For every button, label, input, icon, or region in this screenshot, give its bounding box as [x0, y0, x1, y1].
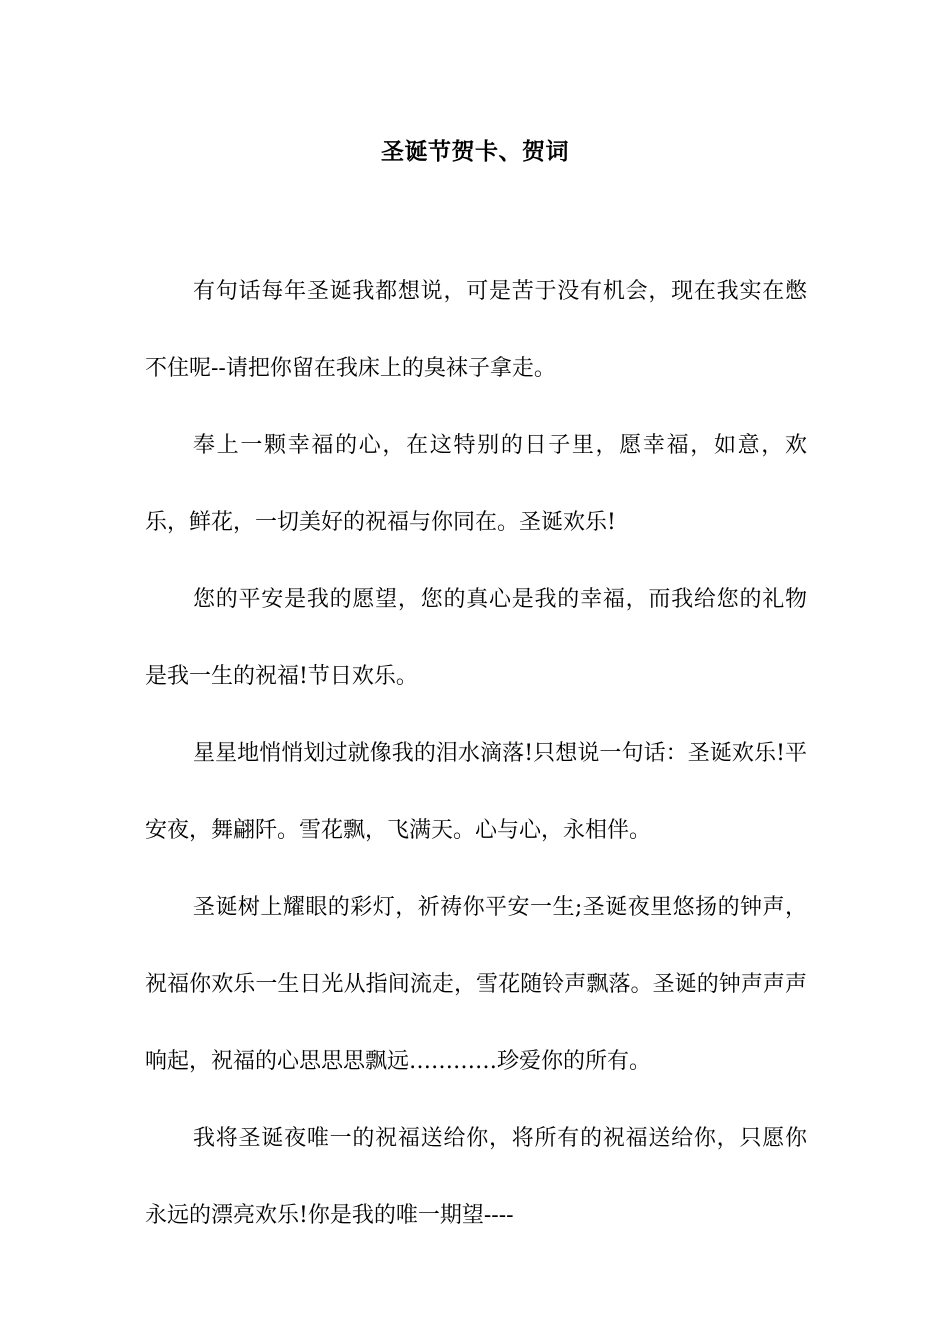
paragraph-4: 星星地悄悄划过就像我的泪水滴落!只想说一句话：圣诞欢乐!平安夜，舞翩阡。雪花飘，飞满天。心与心，永相伴。: [145, 741, 807, 843]
paragraph-5: 圣诞树上耀眼的彩灯，祈祷你平安一生;圣诞夜里悠扬的钟声，祝福你欢乐一生日光从指间流走，雪花随铃声飘落。圣诞的钟声声声响起，祝福的心思思思飘远…………珍爱你的所有。: [145, 895, 807, 1074]
document-title: 圣诞节贺卡、贺词: [381, 138, 569, 165]
paragraph-1: 有句话每年圣诞我都想说，可是苦于没有机会，现在我实在憋不住呢--请把你留在我床上的臭袜子拿走。: [145, 279, 807, 381]
paragraph-3: 您的平安是我的愿望，您的真心是我的幸福，而我给您的礼物是我一生的祝福!节日欢乐。: [145, 587, 807, 689]
paragraph-6: 我将圣诞夜唯一的祝福送给你，将所有的祝福送给你，只愿你永远的漂亮欢乐!你是我的唯一期望----: [145, 1126, 807, 1228]
document-body: [145, 253, 807, 1254]
paragraph-2: 奉上一颗幸福的心，在这特别的日子里，愿幸福，如意，欢乐，鲜花，一切美好的祝福与你同在。圣诞欢乐!: [145, 433, 807, 535]
